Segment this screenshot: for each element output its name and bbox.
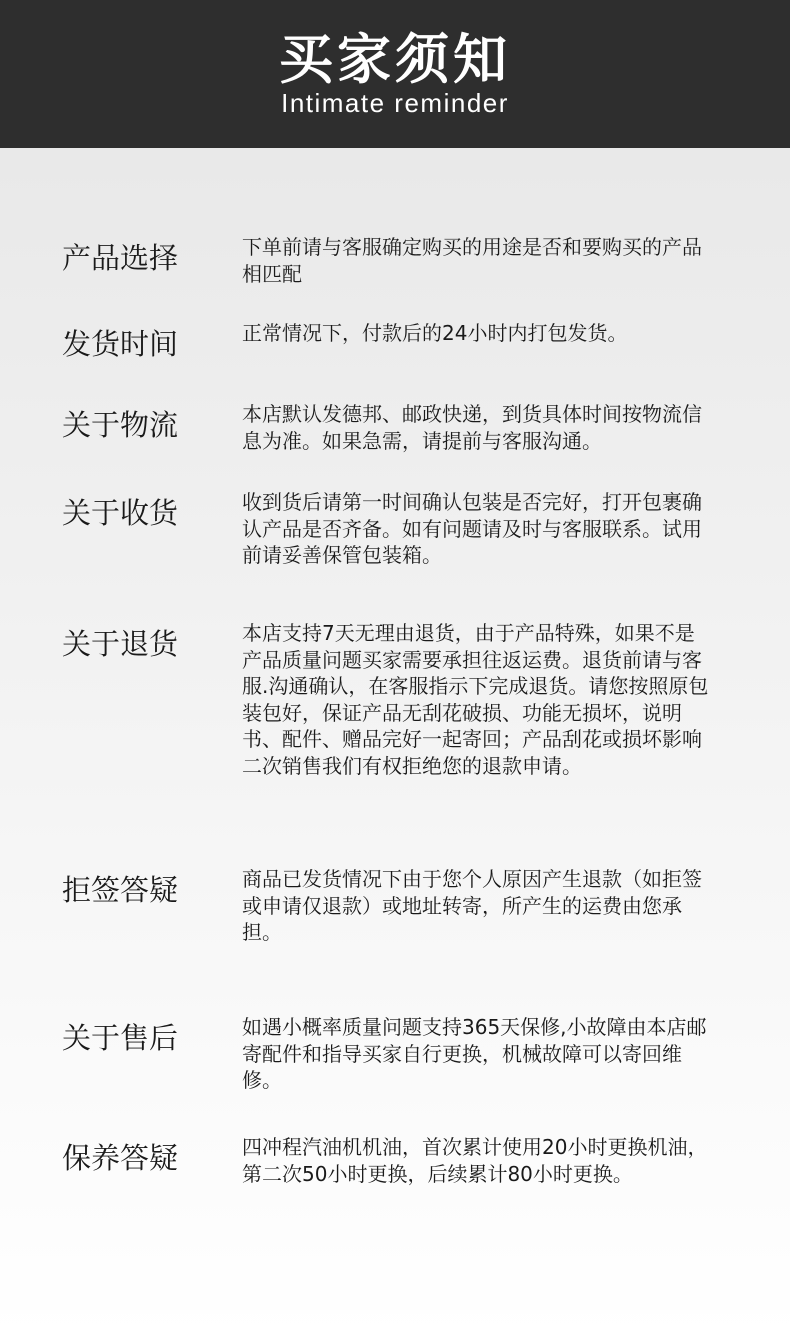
section-label: 产品选择 bbox=[62, 241, 179, 275]
page-subtitle: Intimate reminder bbox=[281, 88, 509, 118]
section-label: 关于物流 bbox=[62, 408, 179, 442]
section-label: 拒签答疑 bbox=[62, 873, 179, 907]
section-label: 关于退货 bbox=[62, 627, 179, 661]
header-banner bbox=[0, 0, 790, 148]
section-text: 本店支持7天无理由退货，由于产品特殊，如果不是产品质量问题买家需要承担往返运费。退货前请与客服.沟通确认，在客服指示下完成退货。请您按照原包装包好，保证产品无刮花破损、功能无损坏，说明书、配件、赠品完好一起寄回；产品刮花或损坏影响二次销售我们有权拒绝您的退款申请。 bbox=[242, 621, 709, 778]
page-title: 买家须知 bbox=[279, 28, 511, 91]
section-label: 保养答疑 bbox=[62, 1141, 179, 1175]
section-label: 关于收货 bbox=[62, 496, 179, 530]
section-text: 下单前请与客服确定购买的用途是否和要购买的产品相匹配 bbox=[242, 235, 702, 286]
section-text: 四冲程汽油机机油，首次累计使用20小时更换机油，第二次50小时更换，后续累计80小时更换。 bbox=[242, 1135, 708, 1186]
section-text: 正常情况下，付款后的24小时内打包发货。 bbox=[242, 321, 628, 345]
section-text: 收到货后请第一时间确认包装是否完好，打开包裹确认产品是否齐备。如有问题请及时与客服联系。试用前请妥善保管包装箱。 bbox=[242, 490, 702, 567]
section-label: 发货时间 bbox=[62, 327, 179, 361]
section-label: 关于售后 bbox=[62, 1021, 179, 1055]
section-text: 本店默认发德邦、邮政快递，到货具体时间按物流信息为准。如果急需，请提前与客服沟通。 bbox=[242, 402, 702, 453]
section-text: 如遇小概率质量问题支持365天保修,小故障由本店邮寄配件和指导买家自行更换，机械故障可以寄回维修。 bbox=[242, 1015, 707, 1092]
section-text: 商品已发货情况下由于您个人原因产生退款（如拒签或申请仅退款）或地址转寄，所产生的运费由您承担。 bbox=[242, 867, 702, 944]
